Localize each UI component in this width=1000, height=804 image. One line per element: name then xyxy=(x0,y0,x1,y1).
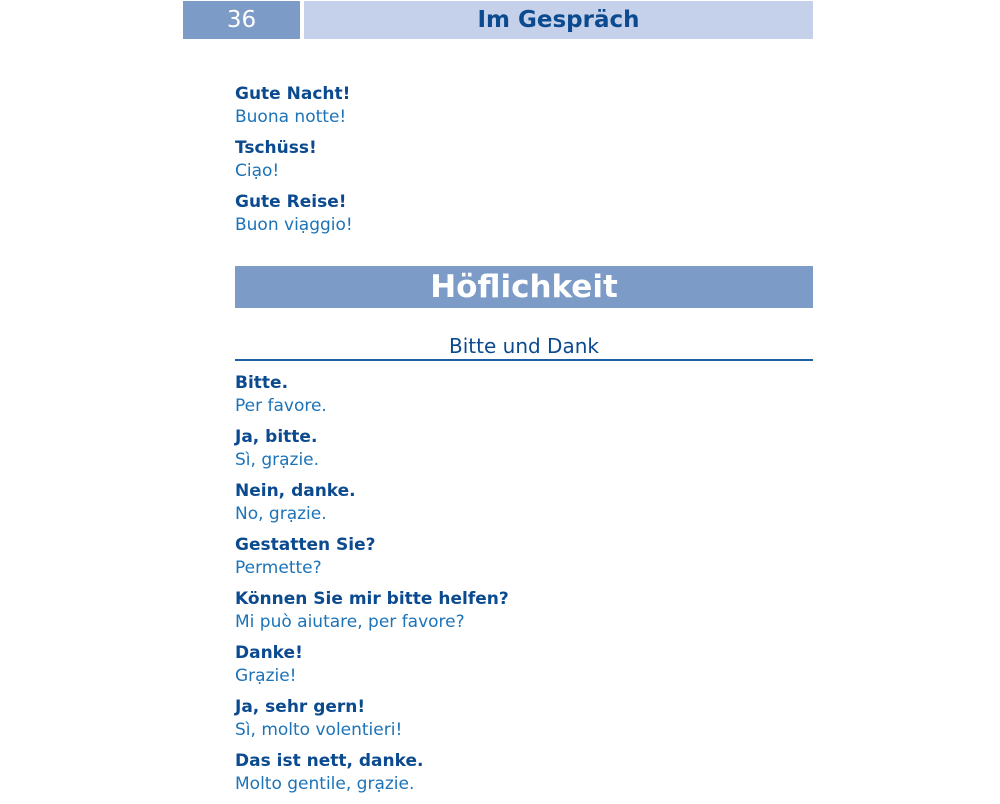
phrase-entry xyxy=(235,372,813,418)
phrase-entry xyxy=(235,750,813,796)
italian-translation: No, grạzie. xyxy=(235,504,327,524)
italian-translation: Mi può aiutare, per favore? xyxy=(235,612,465,632)
italian-translation: Permette? xyxy=(235,558,322,578)
phrase-entry xyxy=(235,191,813,237)
phrase-entry xyxy=(235,480,813,526)
german-phrase: Ja, sehr gern! xyxy=(235,697,366,717)
italian-translation: Sì, molto volentieri! xyxy=(235,720,403,740)
phrase-entry xyxy=(235,696,813,742)
german-phrase: Gestatten Sie? xyxy=(235,535,376,555)
german-phrase: Gute Nacht! xyxy=(235,84,351,104)
page-number: 36 xyxy=(183,1,300,39)
phrase-entry xyxy=(235,426,813,472)
german-phrase: Können Sie mir bitte helfen? xyxy=(235,589,509,609)
german-phrase: Tschüss! xyxy=(235,138,317,158)
italian-translation: Molto gentile, grạzie. xyxy=(235,774,415,794)
german-phrase: Danke! xyxy=(235,643,303,663)
subsection-title: Bitte und Dank xyxy=(235,333,813,361)
german-phrase: Bitte. xyxy=(235,373,289,393)
italian-translation: Ciạo! xyxy=(235,161,280,181)
german-phrase: Gute Reise! xyxy=(235,192,347,212)
italian-translation: Buon viạggio! xyxy=(235,215,353,235)
phrase-entry xyxy=(235,83,813,129)
german-phrase: Ja, bitte. xyxy=(235,427,318,447)
german-phrase: Nein, danke. xyxy=(235,481,356,501)
italian-translation: Grạzie! xyxy=(235,666,297,686)
chapter-title: Im Gespräch xyxy=(304,1,813,39)
page-header xyxy=(183,1,813,39)
phrase-entry xyxy=(235,588,813,634)
italian-translation: Buona notte! xyxy=(235,107,347,127)
german-phrase: Das ist nett, danke. xyxy=(235,751,424,771)
italian-translation: Per favore. xyxy=(235,396,327,416)
italian-translation: Sì, grạzie. xyxy=(235,450,320,470)
politeness-phrase-list xyxy=(235,372,813,804)
section-title: Höflichkeit xyxy=(235,266,813,308)
phrase-entry xyxy=(235,534,813,580)
phrase-entry xyxy=(235,137,813,183)
farewell-phrase-list xyxy=(235,83,813,245)
phrase-entry xyxy=(235,642,813,688)
